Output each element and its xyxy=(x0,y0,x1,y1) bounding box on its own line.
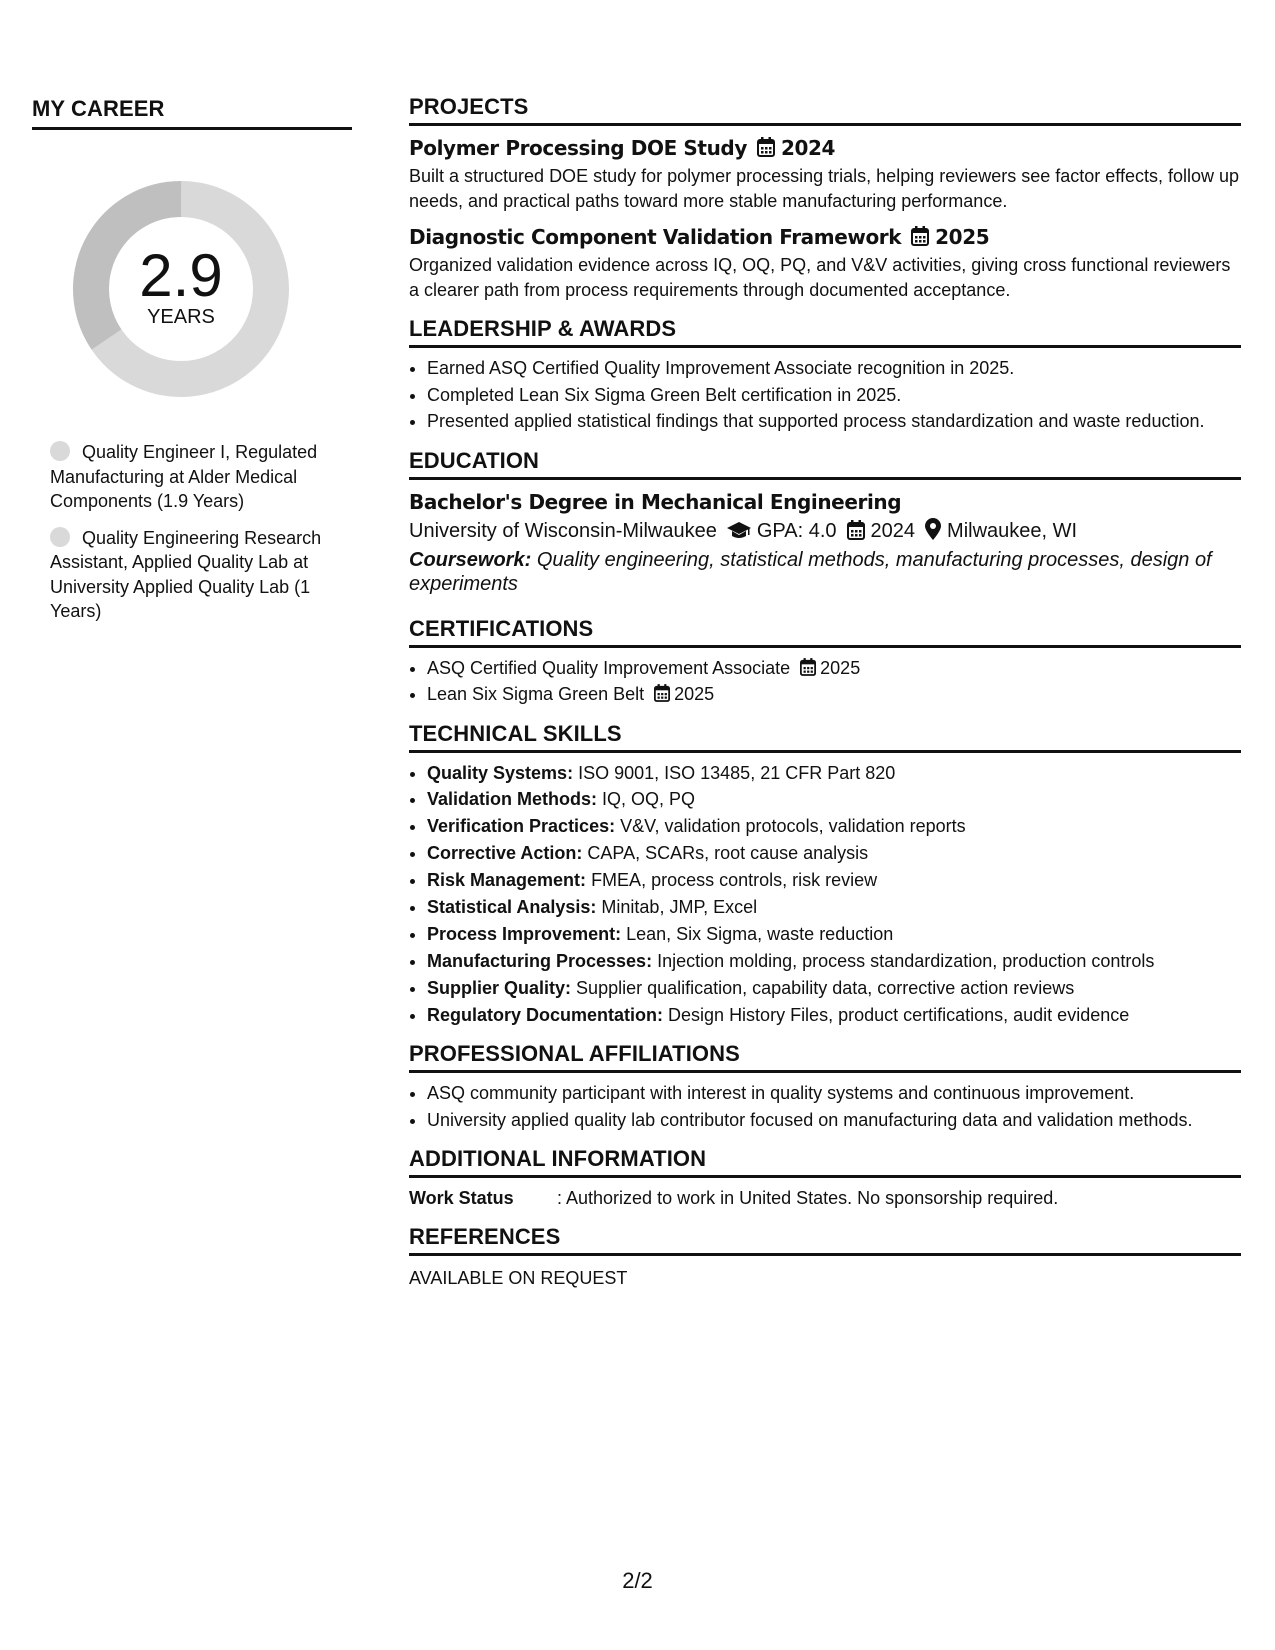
skill-value: Minitab, JMP, Excel xyxy=(601,896,758,917)
skill-label: Risk Management: xyxy=(427,870,587,891)
total-years-value: 2.9 xyxy=(139,242,223,309)
leadership-section xyxy=(409,316,1241,434)
list-item: • ASQ community participant with interest in quality systems and continuous improvement. xyxy=(427,1081,1241,1106)
skill-label: Process Improvement: xyxy=(427,923,622,944)
certifications-title: CERTIFICATIONS xyxy=(409,616,1241,648)
skill-label: Validation Methods: xyxy=(427,789,598,810)
skill-label: Quality Systems: xyxy=(427,762,574,783)
list-item xyxy=(427,841,1241,866)
skill-value: Injection molding, process standardization, production controls xyxy=(657,950,1155,971)
list-item xyxy=(427,922,1241,947)
list-item xyxy=(427,949,1241,974)
skill-value: Lean, Six Sigma, waste reduction xyxy=(626,923,894,944)
skill-label: Corrective Action: xyxy=(427,843,583,864)
skill-value: FMEA, process controls, risk review xyxy=(591,870,878,891)
skill-value: V&V, validation protocols, validation reports xyxy=(620,816,966,837)
list-item xyxy=(427,787,1241,812)
cert-name: Lean Six Sigma Green Belt xyxy=(427,684,645,704)
skills-section xyxy=(409,721,1241,1028)
career-title: MY CAREER xyxy=(32,96,352,130)
affiliations-list xyxy=(409,1081,1241,1132)
work-status-row xyxy=(409,1186,1241,1210)
calendar-icon xyxy=(847,520,865,540)
education-details xyxy=(409,516,1241,546)
cert-year: 2025 xyxy=(674,684,715,704)
career-item-text: Quality Engineer I, Regulated Manufacturing at Alder Medical Components (1.9 Years) xyxy=(50,442,318,511)
skill-label: Manufacturing Processes: xyxy=(427,950,653,971)
calendar-icon xyxy=(800,658,816,676)
total-years-unit: YEARS xyxy=(147,306,215,328)
skills-title: TECHNICAL SKILLS xyxy=(409,721,1241,753)
location-pin-icon xyxy=(925,518,941,540)
project-heading xyxy=(409,223,1241,251)
career-donut-chart xyxy=(66,174,296,404)
list-item xyxy=(427,814,1241,839)
calendar-icon xyxy=(757,137,775,157)
list-item xyxy=(427,895,1241,920)
list-item xyxy=(427,656,1241,681)
list-item: • Earned ASQ Certified Quality Improvement Associate recognition in 2025. xyxy=(427,356,1241,381)
project-heading xyxy=(409,134,1241,162)
page-number: 2/2 xyxy=(622,1568,653,1593)
list-item: • Completed Lean Six Sigma Green Belt certification in 2025. xyxy=(427,383,1241,408)
degree-name: Bachelor's Degree in Mechanical Engineering xyxy=(409,489,902,514)
location: Milwaukee, WI xyxy=(947,519,1078,542)
references-text: AVAILABLE ON REQUEST xyxy=(409,1268,628,1289)
affiliations-title: PROFESSIONAL AFFILIATIONS xyxy=(409,1041,1241,1073)
cert-year: 2025 xyxy=(820,657,861,678)
additional-title: ADDITIONAL INFORMATION xyxy=(409,1146,1241,1178)
certifications-list xyxy=(409,656,1241,707)
project-item xyxy=(409,223,1241,302)
leadership-list xyxy=(409,356,1241,434)
project-name: Diagnostic Component Validation Framework xyxy=(409,225,902,249)
skill-value: CAPA, SCARs, root cause analysis xyxy=(587,843,869,864)
project-item xyxy=(409,134,1241,213)
graduation-cap-icon xyxy=(727,520,751,540)
main-column xyxy=(409,94,1241,1304)
school-name: University of Wisconsin-Milwaukee xyxy=(409,519,717,542)
career-column xyxy=(32,96,352,636)
work-status-value: : Authorized to work in United States. No sponsorship required. xyxy=(557,1188,1059,1209)
list-item xyxy=(427,1003,1241,1028)
education-title: EDUCATION xyxy=(409,448,1241,480)
graduation-year: 2024 xyxy=(870,519,916,542)
list-item: • Presented applied statistical findings that supported process standardization and waste reduction. xyxy=(427,409,1241,434)
skill-value: Design History Files, product certifications, audit evidence xyxy=(668,1004,1130,1025)
education-section xyxy=(409,448,1241,596)
skills-list xyxy=(409,761,1241,1028)
skill-label: Statistical Analysis: xyxy=(427,896,597,917)
leadership-title: LEADERSHIP & AWARDS xyxy=(409,316,1241,348)
calendar-icon xyxy=(911,226,929,246)
skill-label: Regulatory Documentation: xyxy=(427,1004,664,1025)
skill-value: IQ, OQ, PQ xyxy=(602,789,696,810)
additional-section xyxy=(409,1146,1241,1210)
career-item-text: Quality Engineering Research Assistant, Applied Quality Lab at University Applied Quality Lab (1 Years) xyxy=(50,527,322,621)
gpa: GPA: 4.0 xyxy=(756,519,837,542)
certifications-section xyxy=(409,616,1241,707)
skill-value: ISO 9001, ISO 13485, 21 CFR Part 820 xyxy=(578,762,896,783)
career-item xyxy=(50,440,352,514)
references-title: REFERENCES xyxy=(409,1224,1241,1256)
coursework-text: Quality engineering, statistical methods, manufacturing processes, design of experiments xyxy=(409,548,1212,595)
skill-value: Supplier qualification, capability data, corrective action reviews xyxy=(576,977,1075,998)
coursework-label: Coursework: xyxy=(409,548,532,571)
calendar-icon xyxy=(654,684,670,702)
project-description: Organized validation evidence across IQ, OQ, PQ, and V&V activities, giving cross functional reviewers a clearer path from process requirements through documented acceptance. xyxy=(409,255,1231,300)
work-status-label: Work Status xyxy=(409,1188,514,1209)
list-item xyxy=(427,868,1241,893)
legend-dot-icon xyxy=(50,527,70,547)
list-item xyxy=(427,682,1241,707)
list-item xyxy=(427,976,1241,1001)
references-section xyxy=(409,1224,1241,1290)
coursework xyxy=(409,548,1241,596)
list-item xyxy=(427,761,1241,786)
projects-section xyxy=(409,94,1241,302)
skill-label: Verification Practices: xyxy=(427,816,616,837)
career-item xyxy=(50,526,352,624)
project-year: 2025 xyxy=(935,225,990,249)
skill-label: Supplier Quality: xyxy=(427,977,572,998)
projects-title: PROJECTS xyxy=(409,94,1241,126)
donut-center xyxy=(66,174,296,404)
list-item: • University applied quality lab contributor focused on manufacturing data and validation methods. xyxy=(427,1108,1241,1133)
cert-name: ASQ Certified Quality Improvement Associate xyxy=(427,657,791,678)
career-list xyxy=(32,440,352,624)
project-description: Built a structured DOE study for polymer processing trials, helping reviewers see factor effects, follow up needs, and practical paths toward more stable manufacturing performance. xyxy=(409,166,1240,211)
legend-dot-icon xyxy=(50,441,70,461)
affiliations-section xyxy=(409,1041,1241,1132)
project-name: Polymer Processing DOE Study xyxy=(409,136,747,160)
project-year: 2024 xyxy=(780,136,836,160)
